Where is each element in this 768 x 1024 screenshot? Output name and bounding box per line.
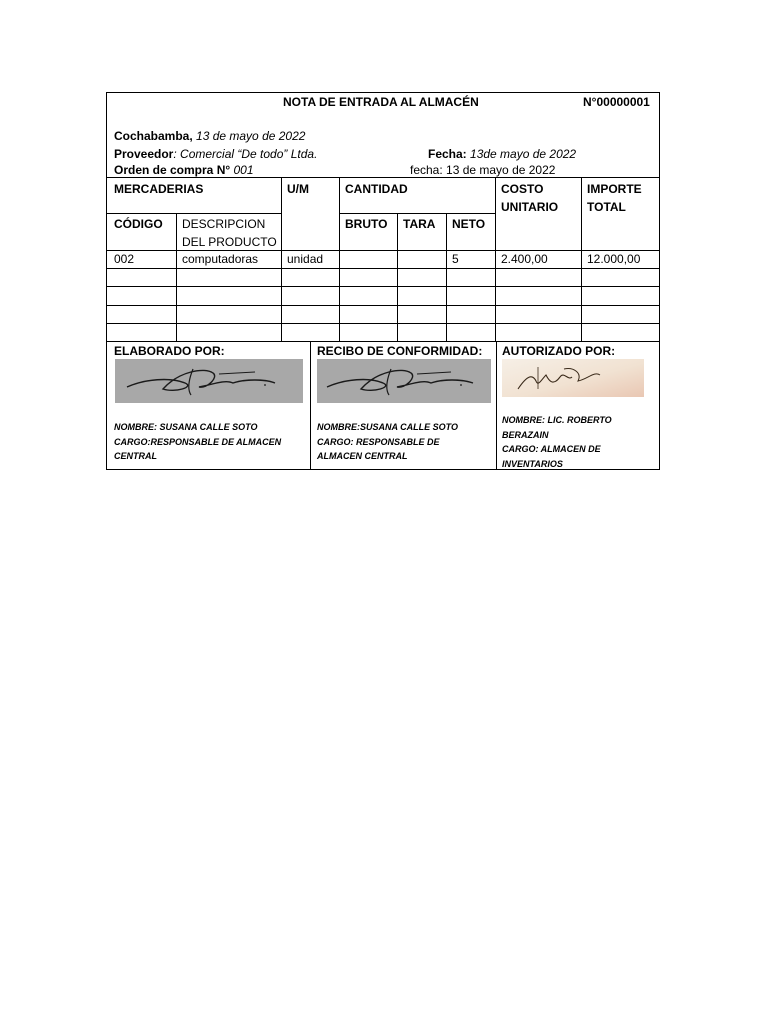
- po-label: Orden de compra N°: [114, 163, 231, 177]
- header-descripcion-1: DESCRIPCION: [182, 217, 266, 231]
- recibo-label: RECIBO DE CONFORMIDAD:: [317, 344, 483, 358]
- col-line-costo: [581, 177, 582, 341]
- row-line-1: [107, 250, 659, 251]
- cell-neto: 5: [452, 252, 459, 266]
- autorizado-role-cont: INVENTARIOS: [502, 458, 563, 469]
- header-bruto: BRUTO: [345, 217, 388, 231]
- elaborado-role-cont: CENTRAL: [114, 451, 157, 461]
- row-line-4: [107, 305, 659, 306]
- po-date: fecha: 13 de mayo de 2022: [410, 163, 556, 177]
- cell-codigo: 002: [114, 252, 135, 266]
- autorizado-name-cont: BERAZAIN: [502, 429, 549, 440]
- header-neto: NETO: [452, 217, 486, 231]
- header-split-mid: [339, 213, 495, 214]
- supplier-line: [114, 147, 317, 161]
- cell-um: unidad: [287, 252, 324, 266]
- autorizado-details: [502, 413, 612, 471]
- recibo-role: CARGO: RESPONSABLE DE: [317, 436, 440, 447]
- header-tara: TARA: [403, 217, 436, 231]
- header-importe-1: IMPORTE: [587, 182, 642, 196]
- recibo-details: [317, 420, 458, 464]
- header-codigo: CÓDIGO: [114, 217, 163, 231]
- city-date: 13 de mayo de 2022: [192, 129, 306, 143]
- cell-importe: 12.000,00: [587, 252, 641, 266]
- signature-image-recibo: [317, 359, 491, 403]
- header-costo-1: COSTO: [501, 182, 544, 196]
- header-costo-2: UNITARIO: [501, 200, 559, 214]
- row-line-3: [107, 286, 659, 287]
- table-top-border: [107, 177, 659, 178]
- col-line-bruto: [397, 213, 398, 341]
- header-descripcion-2: DEL PRODUCTO: [182, 235, 277, 249]
- header-importe-2: TOTAL: [587, 200, 626, 214]
- col-line-um: [339, 177, 340, 341]
- signature-image-elaborado: [115, 359, 303, 403]
- autorizado-role: CARGO: ALMACEN DE: [502, 444, 601, 454]
- date-label: Fecha:: [428, 147, 467, 161]
- col-line-neto: [495, 177, 496, 341]
- sig-divider-1: [310, 341, 311, 469]
- row-line-5: [107, 323, 659, 324]
- recibo-role-cont: ALMACEN CENTRAL: [317, 451, 408, 461]
- header-cantidad: CANTIDAD: [345, 182, 408, 196]
- city-label: Cochabamba,: [114, 129, 193, 143]
- elaborado-name: NOMBRE: SUSANA CALLE SOTO: [114, 422, 258, 432]
- entry-note-form: [106, 92, 660, 470]
- form-title: NOTA DE ENTRADA AL ALMACÉN: [283, 95, 479, 109]
- elaborado-details: [114, 420, 281, 464]
- elaborado-label: ELABORADO POR:: [114, 344, 225, 358]
- header-um: U/M: [287, 182, 309, 196]
- autorizado-name: NOMBRE: LIC. ROBERTO: [502, 415, 612, 425]
- recibo-name: NOMBRE:SUSANA CALLE SOTO: [317, 422, 459, 432]
- purchase-order-line: [114, 163, 254, 177]
- signature-image-autorizado: [502, 359, 644, 397]
- header-mercaderias: MERCADERIAS: [114, 182, 204, 196]
- autorizado-label: AUTORIZADO POR:: [502, 344, 616, 358]
- po-value: 001: [230, 163, 254, 177]
- supplier-label: Proveedor: [114, 147, 174, 161]
- elaborado-role: CARGO:RESPONSABLE DE ALMACEN: [114, 436, 282, 447]
- header-split-left: [107, 213, 281, 214]
- row-line-2: [107, 268, 659, 269]
- col-line-desc: [281, 177, 282, 341]
- table-bottom-border: [107, 341, 659, 342]
- sig-divider-2: [496, 341, 497, 469]
- supplier-value: : Comercial “De todo” Ltda.: [173, 147, 318, 161]
- date-line: [428, 147, 576, 161]
- date-value: 13de mayo de 2022: [466, 147, 577, 161]
- city-date-line: [114, 129, 305, 143]
- cell-descripcion: computadoras: [182, 252, 259, 266]
- cell-costo: 2.400,00: [501, 252, 548, 266]
- col-line-code: [176, 213, 177, 341]
- col-line-tara: [446, 213, 447, 341]
- form-number: N°00000001: [583, 95, 650, 109]
